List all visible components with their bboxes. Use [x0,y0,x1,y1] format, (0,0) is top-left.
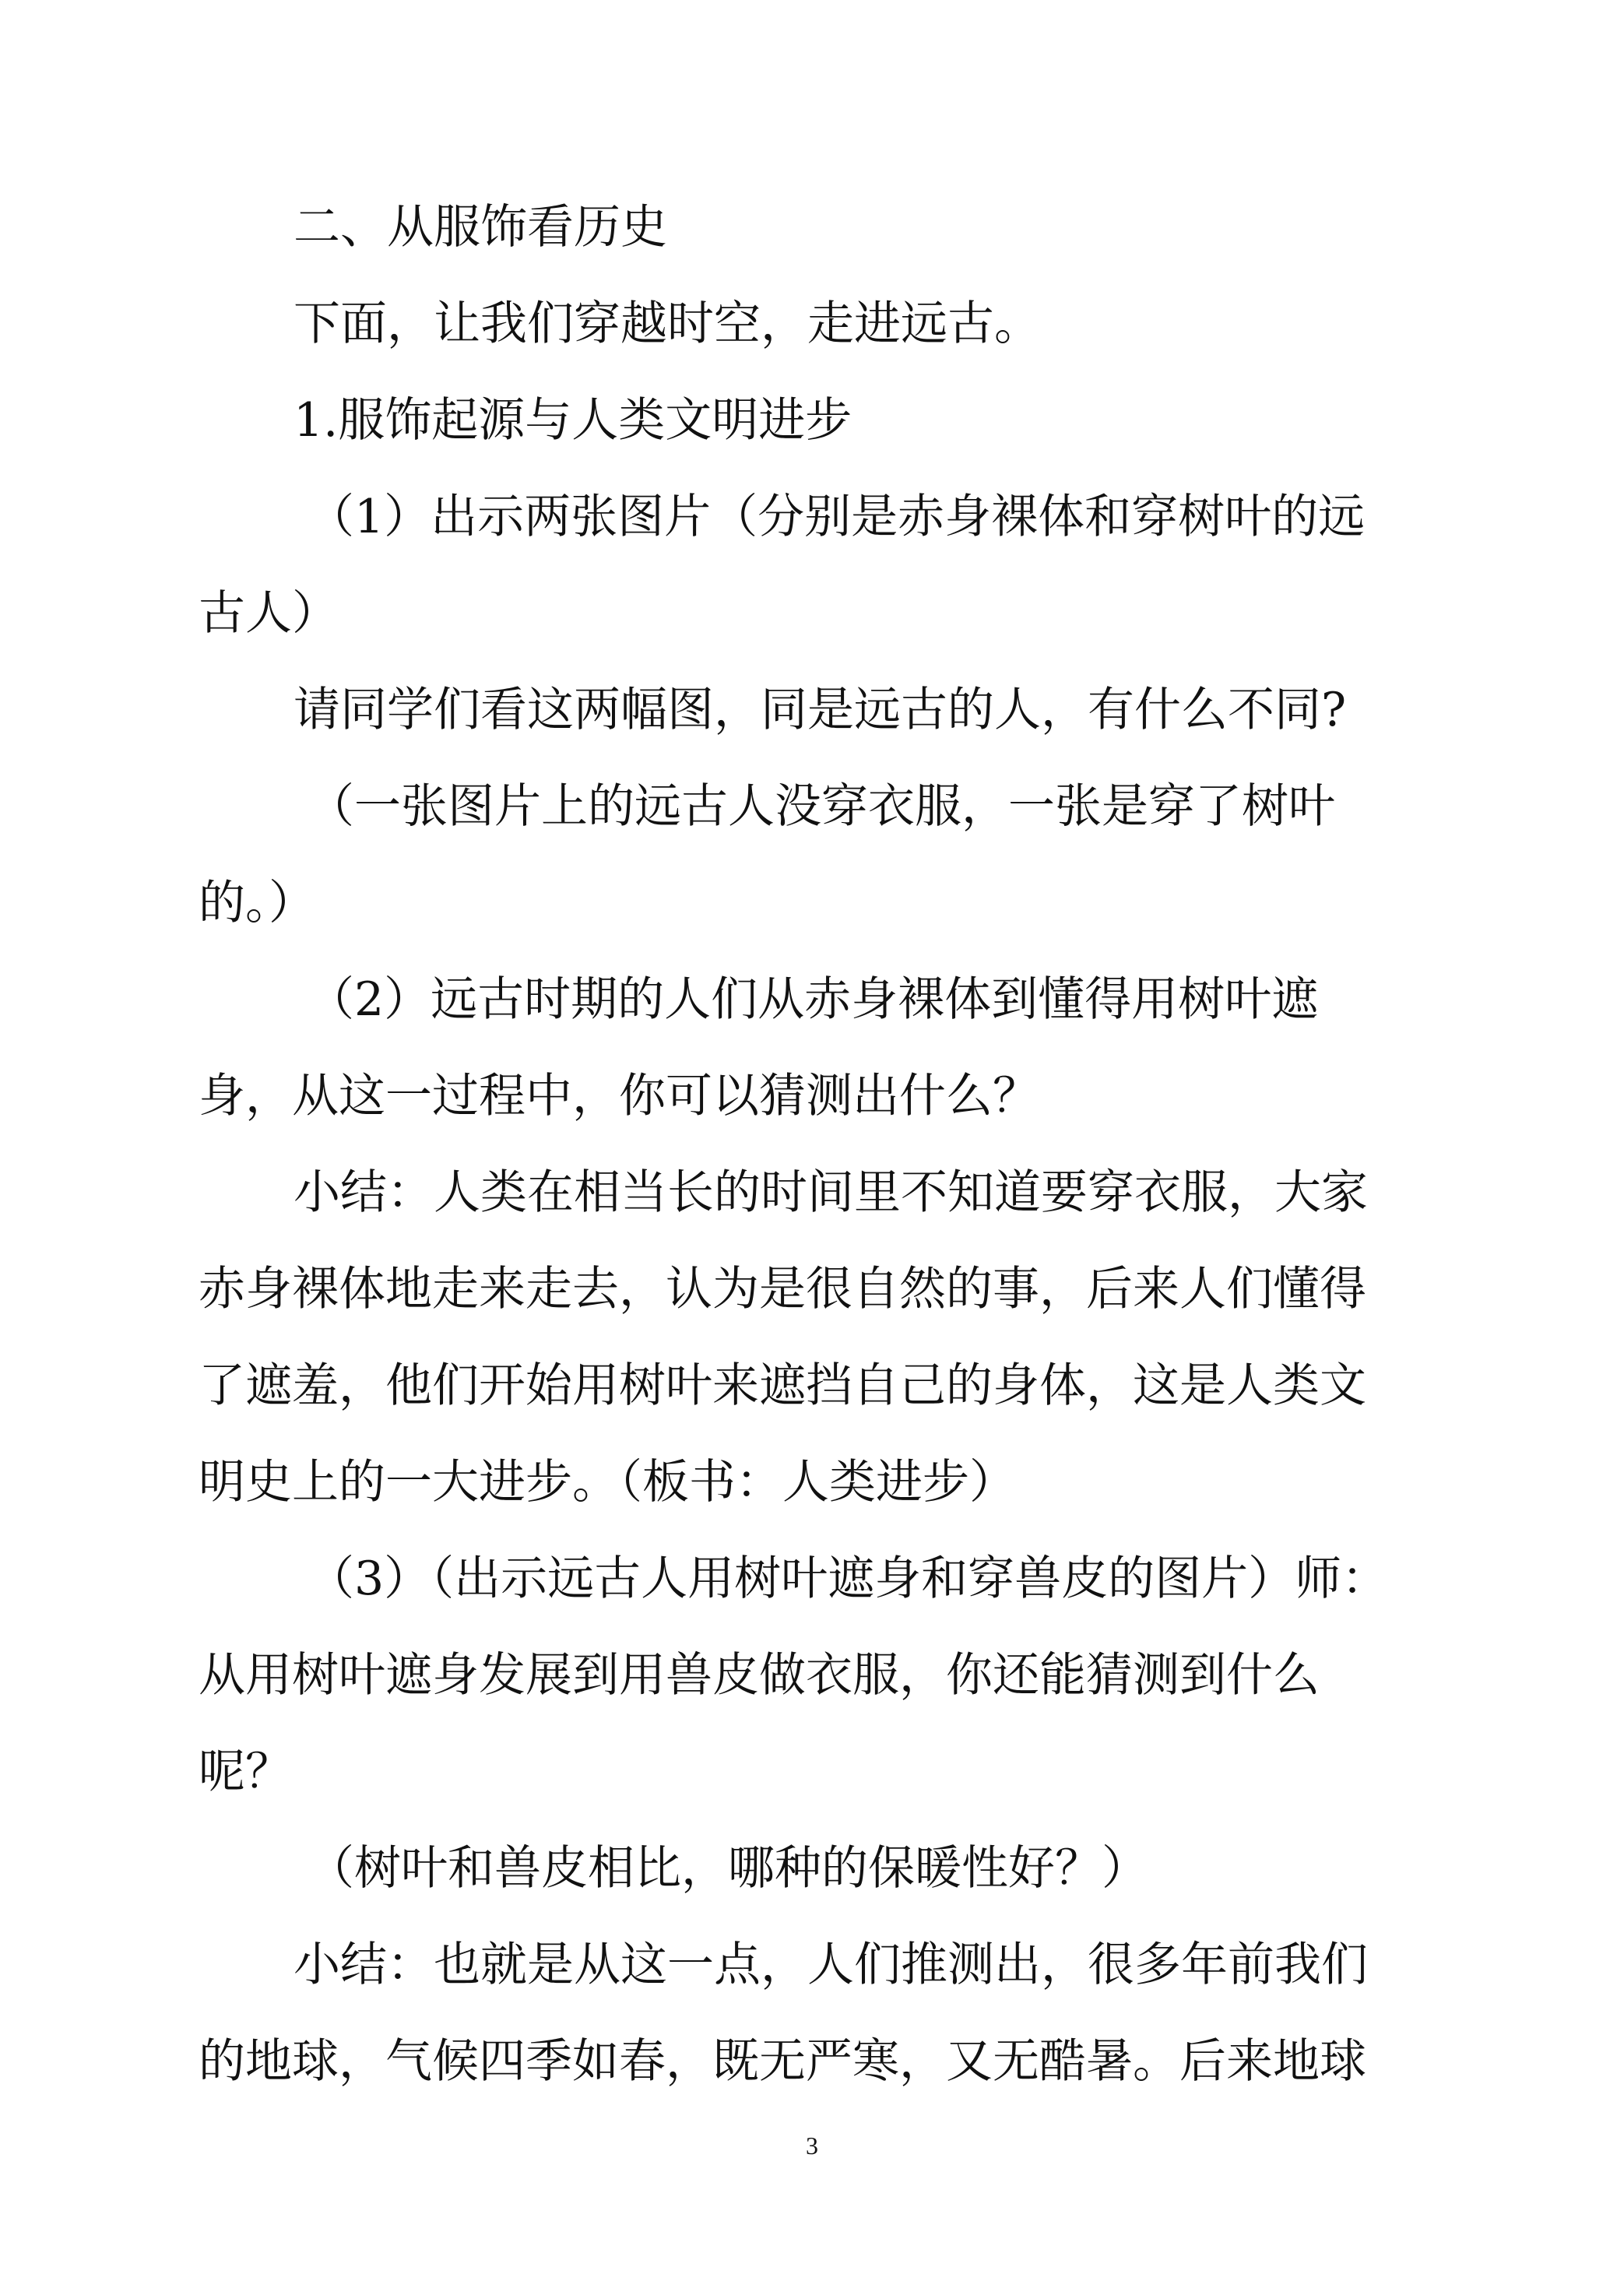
paragraph-line: （1）出示两张图片（分别是赤身裸体和穿树叶的远 [308,490,1366,544]
body-text [199,179,1444,2110]
paragraph-line: （一张图片上的远古人没穿衣服，一张是穿了树叶 [308,779,1335,834]
paragraph-line: 了遮羞，他们开始用树叶来遮挡自己的身体，这是人类文 [199,1358,1366,1413]
paragraph-line: 赤身裸体地走来走去，认为是很自然的事，后来人们懂得 [199,1262,1366,1316]
paragraph-line: 呢？ [199,1745,292,1799]
paragraph-line: 下面，让我们穿越时空，走进远古。 [294,297,1041,351]
paragraph-line: 的地球，气候四季如春，既无严寒，又无酷暑。后来地球 [199,2034,1366,2089]
paragraph-line: 古人） [199,586,339,641]
paragraph-line: 的。） [199,876,315,930]
paragraph-line: 小结：也就是从这一点，人们推测出，很多年前我们 [294,1938,1368,1992]
section-heading: 二、从服饰看历史 [294,200,667,255]
paragraph-line: （2）远古时期的人们从赤身裸体到懂得用树叶遮 [308,972,1319,1027]
paragraph-line: （树叶和兽皮相比，哪种的保暖性好？） [308,1841,1148,1896]
paragraph-line: 请同学们看这两幅图，同是远古的人，有什么不同? [294,683,1347,737]
paragraph-line: 身，从这一过程中，你可以猜测出什么？ [199,1069,1039,1123]
paragraph-line: 从用树叶遮身发展到用兽皮做衣服，你还能猜测到什么 [199,1648,1320,1703]
paragraph-line: 明史上的一大进步。（板书：人类进步） [199,1455,1016,1509]
subsection-heading: 1.服饰起源与人类文明进步 [294,393,852,448]
page-number: 3 [806,2132,818,2160]
paragraph-line: 小结：人类在相当长的时间里不知道要穿衣服，大家 [294,1165,1368,1220]
paragraph-line: （3）（出示远古人用树叶遮身和穿兽皮的图片）师： [308,1552,1389,1606]
